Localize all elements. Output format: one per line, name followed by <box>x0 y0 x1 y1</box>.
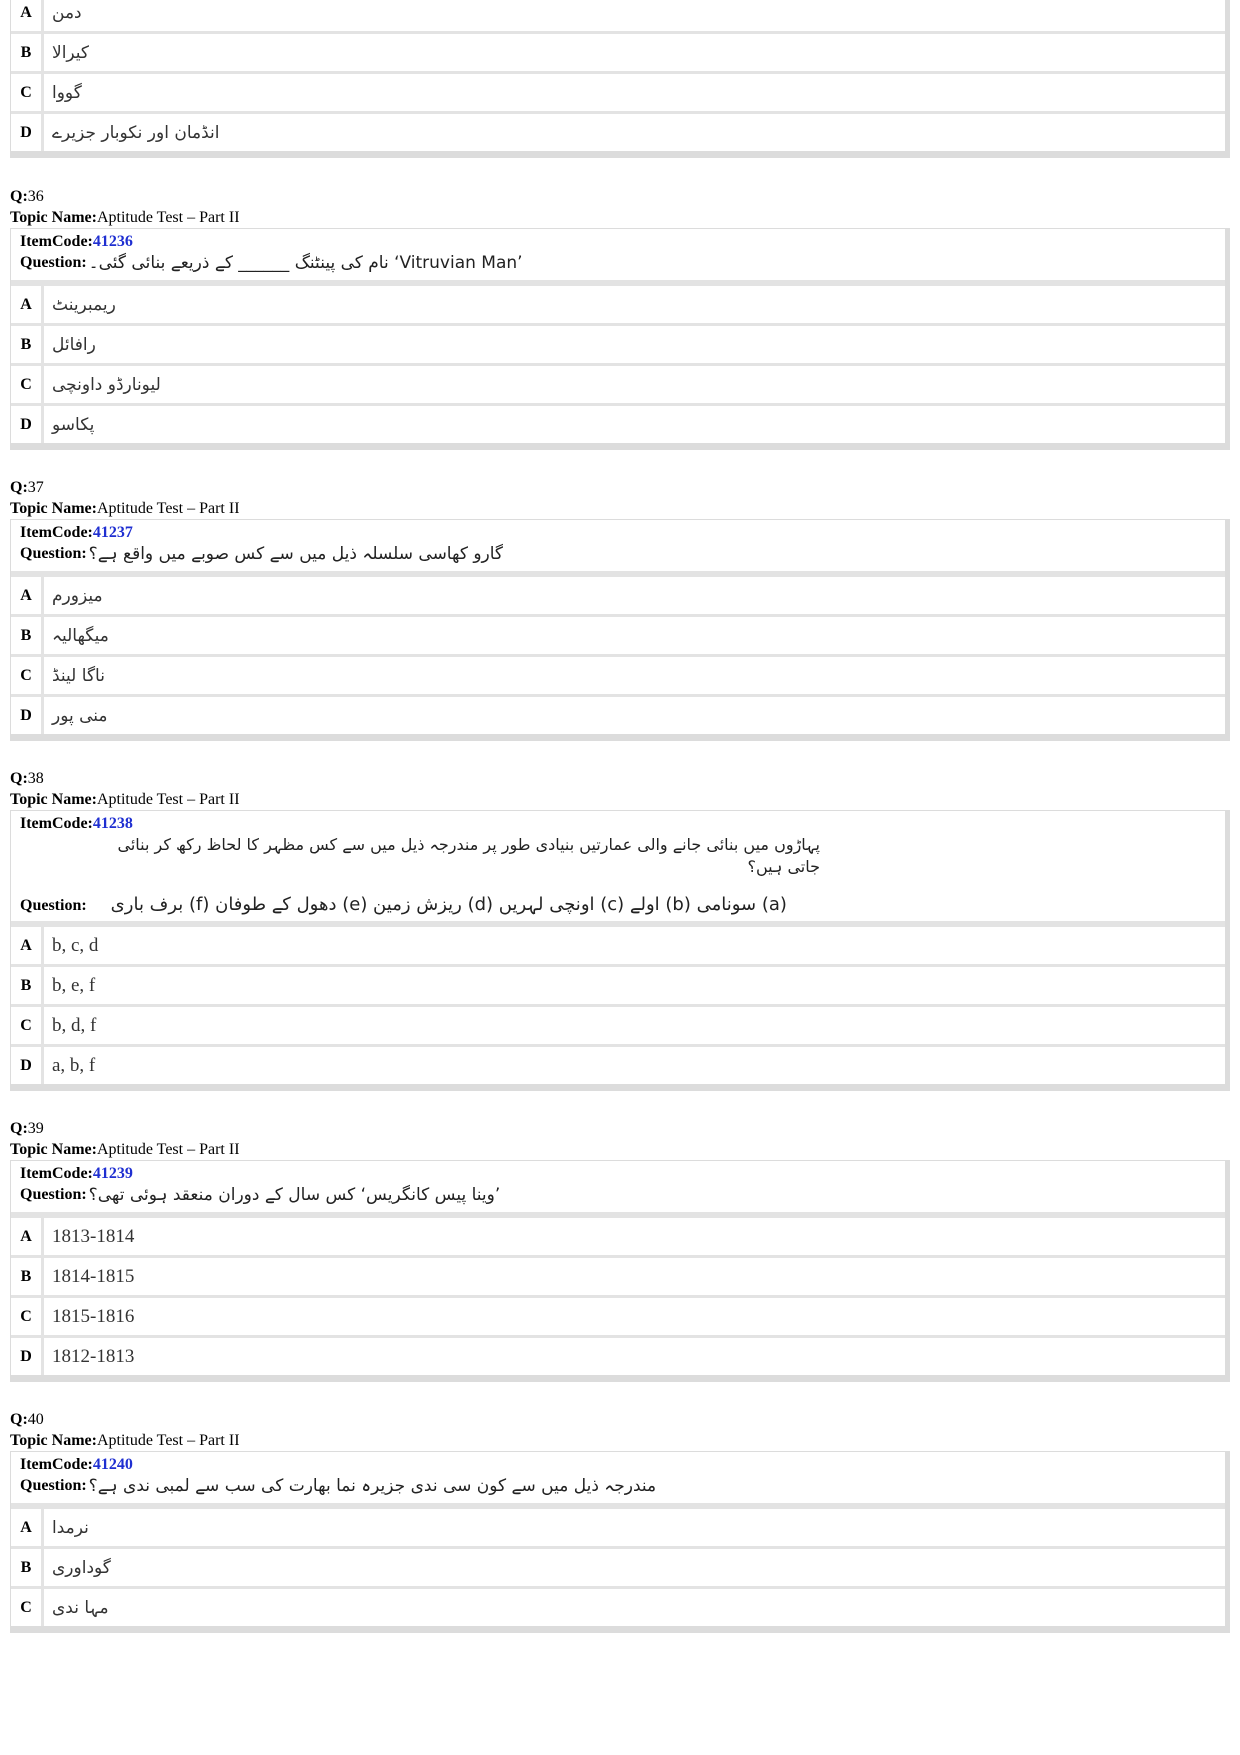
option-letter: B <box>11 967 44 1004</box>
option-row <box>11 1506 1225 1546</box>
option-row <box>11 1004 1225 1044</box>
option-text: 1815-1816 <box>52 1305 135 1327</box>
question-line: Question: گارو کھاسی سلسلہ ذیل میں سے کس صوبے میں واقع ہے؟ <box>20 544 504 564</box>
option-row <box>11 1044 1225 1084</box>
question-info <box>11 811 1225 924</box>
question-block-37 <box>10 477 1230 741</box>
question-info <box>11 520 1225 574</box>
item-code: ItemCode:41240 <box>20 1456 133 1473</box>
option-text: 1814-1815 <box>52 1265 135 1287</box>
item-code: ItemCode:41236 <box>20 233 133 250</box>
option-text: میزورم <box>52 585 103 606</box>
question-box <box>10 810 1230 1091</box>
item-code: ItemCode:41237 <box>20 524 133 541</box>
question-info <box>11 229 1225 283</box>
option-row <box>11 31 1225 71</box>
option-letter: A <box>11 0 44 31</box>
option-row <box>11 403 1225 443</box>
question-text: ’Vitruvian Man‘ نام کی پینٹنگ ______ کے ذریعے بنائی گئی۔ <box>88 253 523 273</box>
question-block-40 <box>10 1409 1230 1633</box>
question-block-39 <box>10 1118 1230 1382</box>
topic-name: Topic Name:Aptitude Test – Part II <box>10 209 240 226</box>
question-block-35 <box>10 0 1230 158</box>
option-text: a, b, f <box>52 1054 96 1076</box>
question-info <box>11 1161 1225 1215</box>
question-block-38 <box>10 768 1230 1091</box>
topic-name: Topic Name:Aptitude Test – Part II <box>10 791 240 808</box>
option-row <box>11 694 1225 734</box>
option-letter: A <box>11 286 44 323</box>
option-row <box>11 1335 1225 1375</box>
question-block-36 <box>10 186 1230 450</box>
option-text: b, e, f <box>52 974 96 996</box>
question-choices-text: (a) سونامی (b) اولے (c) اونچی لہریں (d) ریزش زمین (e) دھول کے طوفان (f) برف باری <box>110 894 787 915</box>
option-letter: A <box>11 1509 44 1546</box>
option-letter: B <box>11 34 44 71</box>
question-line: Question: مندرجہ ذیل میں سے کون سی ندی جزیرہ نما بھارت کی سب سے لمبی ندی ہے؟ <box>20 1476 657 1496</box>
question-label: Question: <box>20 897 87 914</box>
option-text: ریمبرینٹ <box>52 294 116 315</box>
option-text: میگھالیہ <box>52 626 109 646</box>
option-row <box>11 1255 1225 1295</box>
topic-name: Topic Name:Aptitude Test – Part II <box>10 500 240 517</box>
option-letter: B <box>11 326 44 363</box>
question-text: گارو کھاسی سلسلہ ذیل میں سے کس صوبے میں واقع ہے؟ <box>88 544 504 564</box>
topic-name: Topic Name:Aptitude Test – Part II <box>10 1141 240 1158</box>
option-row <box>11 654 1225 694</box>
topic-name: Topic Name:Aptitude Test – Part II <box>10 1432 240 1449</box>
option-text: منی پور <box>52 705 108 726</box>
option-text: انڈمان اور نکوبار جزیرے <box>52 123 220 143</box>
option-letter: B <box>11 617 44 654</box>
option-text: b, c, d <box>52 934 99 956</box>
option-letter: C <box>11 1298 44 1335</box>
option-letter: A <box>11 927 44 964</box>
question-box <box>10 519 1230 741</box>
question-line <box>20 834 1217 915</box>
option-letter: D <box>11 1047 44 1084</box>
question-number: Q:37 <box>10 479 44 496</box>
option-letter: D <box>11 1338 44 1375</box>
option-text: 1813-1814 <box>52 1225 135 1247</box>
option-letter: B <box>11 1549 44 1586</box>
option-letter: A <box>11 1218 44 1255</box>
option-row <box>11 614 1225 654</box>
option-row <box>11 1215 1225 1255</box>
option-text: دمن <box>52 2 82 23</box>
option-letter: C <box>11 366 44 403</box>
option-text: ناگا لینڈ <box>52 665 105 686</box>
document-page <box>10 0 1230 1633</box>
option-letter: B <box>11 1258 44 1295</box>
question-number: Q:39 <box>10 1120 44 1137</box>
question-box <box>10 1160 1230 1382</box>
option-row <box>11 283 1225 323</box>
question-box <box>10 0 1230 158</box>
option-row <box>11 1295 1225 1335</box>
option-letter: A <box>11 577 44 614</box>
question-text: مندرجہ ذیل میں سے کون سی ندی جزیرہ نما بھارت کی سب سے لمبی ندی ہے؟ <box>88 1476 657 1496</box>
question-box <box>10 1451 1230 1633</box>
option-row <box>11 1586 1225 1626</box>
option-row <box>11 323 1225 363</box>
item-code: ItemCode:41238 <box>20 815 133 832</box>
option-text: مہا ندی <box>52 1598 109 1618</box>
option-text: کیرالا <box>52 42 90 63</box>
option-row <box>11 71 1225 111</box>
option-row <box>11 363 1225 403</box>
question-info <box>11 1452 1225 1506</box>
option-text: گوداوری <box>52 1557 111 1578</box>
option-letter: C <box>11 657 44 694</box>
question-line: Question: ’Vitruvian Man‘ نام کی پینٹنگ ______ کے ذریعے بنائی گئی۔ <box>20 253 523 273</box>
question-box <box>10 228 1230 450</box>
option-row <box>11 0 1225 31</box>
question-number: Q:36 <box>10 188 44 205</box>
option-letter: C <box>11 1007 44 1044</box>
option-row <box>11 111 1225 151</box>
question-text: پہاڑوں میں بنائی جانے والی عمارتیں بنیادی طور پر مندرجہ ذیل میں سے کس مظہر کا لحاظ رکھ کر بنائی جاتی ہیں؟ <box>117 835 820 876</box>
option-letter: D <box>11 697 44 734</box>
item-code: ItemCode:41239 <box>20 1165 133 1182</box>
question-text: ’وینا پیس کانگریس‘ کس سال کے دوران منعقد ہوئی تھی؟ <box>88 1185 501 1205</box>
option-row <box>11 924 1225 964</box>
option-letter: D <box>11 406 44 443</box>
question-number: Q:40 <box>10 1411 44 1428</box>
option-text: لیونارڈو داونچی <box>52 374 161 395</box>
question-line: Question: ’وینا پیس کانگریس‘ کس سال کے دوران منعقد ہوئی تھی؟ <box>20 1185 501 1205</box>
question-number: Q:38 <box>10 770 44 787</box>
option-row <box>11 574 1225 614</box>
option-text: رافائل <box>52 334 96 355</box>
option-letter: D <box>11 114 44 151</box>
option-row <box>11 1546 1225 1586</box>
option-text: b, d, f <box>52 1014 97 1036</box>
option-letter: C <box>11 1589 44 1626</box>
option-text: نرمدا <box>52 1517 89 1538</box>
option-text: گووا <box>52 82 82 103</box>
option-letter: C <box>11 74 44 111</box>
option-text: پکاسو <box>52 414 95 435</box>
option-text: 1812-1813 <box>52 1345 135 1367</box>
option-row <box>11 964 1225 1004</box>
